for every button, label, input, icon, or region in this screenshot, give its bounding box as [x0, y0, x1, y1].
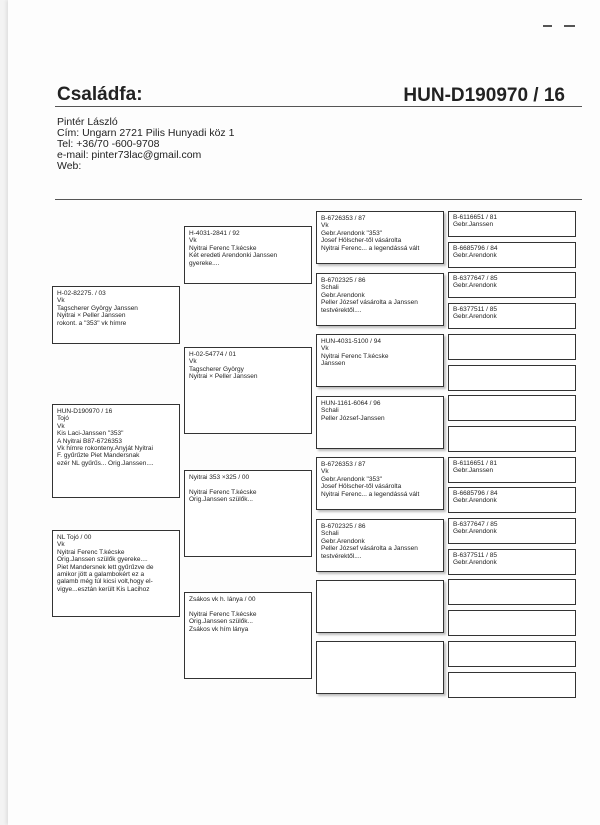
- card-line: B-6377511 / 85: [453, 306, 497, 313]
- great-grandparent-card: [448, 395, 576, 421]
- great-grandparent-card: [448, 426, 576, 452]
- card-line: B-6685796 / 84: [453, 245, 498, 252]
- card-line: amikor jött a galambokért ez a: [57, 571, 145, 579]
- card-line: B-6726353 / 87: [321, 215, 366, 222]
- card-line: rokont. a "353" vk hímre: [57, 319, 127, 327]
- card-line: H-02-82275. / 03: [57, 290, 106, 297]
- card-line: gyereke....: [189, 259, 220, 267]
- card-line: Gebr.Arendonk: [453, 559, 497, 567]
- grandparent-card: [316, 211, 444, 264]
- card-line: Gebr.Arendonk: [453, 313, 497, 321]
- great-grandparent-card: [448, 457, 576, 483]
- card-line: Zsákos vk h. lánya / 00: [189, 596, 256, 603]
- grandparent-card: [316, 334, 444, 387]
- mother-mother-card: [184, 592, 312, 679]
- grandparent-card: [316, 273, 444, 326]
- card-line: galamb még túl kicsi volt,hogy el-: [57, 578, 153, 586]
- card-line: Gebr.Janssen: [453, 221, 494, 229]
- card-line: Peller József vásárolta a Janssen: [321, 299, 418, 307]
- grandparent-card: [316, 641, 444, 694]
- card-line: Nyitrai × Peller Janssen: [189, 373, 258, 381]
- grandparent-card: [316, 580, 444, 633]
- card-line: B-6377647 / 85: [453, 521, 498, 528]
- card-line: Orig.Janssen szülők...: [189, 618, 253, 626]
- card-line: Nyitrai Ferenc T.kécske: [57, 548, 125, 556]
- card-line: Schali: [321, 407, 339, 415]
- great-grandparent-card: [448, 641, 576, 667]
- section-rule: [55, 199, 582, 200]
- great-grandparent-card: [448, 610, 576, 636]
- card-line: Piet Mandersnek lett gyűrűzve de: [57, 563, 154, 571]
- great-grandparent-card: [448, 672, 576, 698]
- card-line: Gebr.Arendonk: [453, 252, 497, 260]
- card-line: ezér NL gyűrűs... Orig.Janssen....: [57, 459, 154, 467]
- owner-info: [57, 117, 234, 172]
- card-line: Gebr.Arendonk: [453, 282, 497, 290]
- card-line: B-6726353 / 87: [321, 461, 366, 468]
- card-line: Vk: [57, 297, 65, 305]
- great-grandparent-card: [448, 272, 576, 298]
- card-line: Nyitrai Ferenc T.kécske: [321, 352, 389, 360]
- card-line: Vk: [57, 541, 65, 549]
- card-line: Nyitrai 353 ×325 / 00: [189, 474, 250, 481]
- card-line: Gebr.Arendonk: [453, 497, 497, 505]
- card-line: B-6702325 / 86: [321, 277, 366, 284]
- card-line: Nyitrai Ferenc... a legendássá vált: [321, 490, 420, 498]
- grandparent-card: [316, 519, 444, 572]
- owner-address: Cím: Ungarn 2721 Pilis Hunyadi köz 1: [57, 127, 235, 139]
- card-line: Gebr.Arendonk "353": [321, 229, 382, 237]
- father-mother-card: [184, 347, 312, 434]
- header-rule: [55, 106, 582, 107]
- card-line: NL Tojó / 00: [57, 534, 92, 541]
- card-line: Vk: [189, 358, 197, 366]
- card-line: Gebr.Arendonk: [321, 291, 365, 299]
- card-line: Nyitrai Ferenc T.kécske: [189, 610, 257, 618]
- card-line: Janssen: [321, 360, 346, 368]
- card-line: A Nyitrai B87-6726353: [57, 437, 123, 445]
- card-line: B-6116651 / 81: [453, 460, 497, 467]
- card-line: F. gyűrűzte Piet Mandersnak: [57, 452, 140, 460]
- great-grandparent-card: [448, 211, 576, 237]
- pigeon-card: [52, 404, 180, 498]
- page-title: Családfa:: [57, 84, 143, 105]
- card-line: Vk hímre rokonteny.Anyját Nyitrai: [57, 445, 153, 453]
- father-card: [52, 286, 180, 344]
- card-line: HUN-D190970 / 16: [57, 408, 113, 415]
- card-line: H-4031-2841 / 92: [189, 230, 240, 237]
- great-grandparent-card: [448, 365, 576, 391]
- card-line: Orig.Janssen szülők...: [189, 496, 253, 504]
- grandparent-card: [316, 396, 444, 449]
- card-line: Tagscherer György Janssen: [57, 304, 138, 312]
- card-line: Vk: [57, 422, 65, 430]
- ring-number: HUN-D190970 / 16: [403, 85, 565, 106]
- great-grandparent-card: [448, 579, 576, 605]
- mother-card: [52, 530, 180, 617]
- card-line: Két eredeti Arendonki Janssen: [189, 252, 278, 260]
- card-line: B-6702325 / 86: [321, 523, 366, 530]
- card-line: Josef Hölscher-től vásárolta: [321, 483, 402, 491]
- card-line: Gebr.Arendonk: [321, 537, 365, 545]
- grandparent-card: [316, 457, 444, 510]
- owner-web: Web:: [57, 160, 82, 172]
- card-line: B-6685796 / 84: [453, 490, 498, 497]
- card-line: Nyitrai Ferenc... a legendássá vált: [321, 244, 420, 252]
- card-line: vigye...esztán került Kis Lacihoz: [57, 585, 150, 593]
- card-line: Schali: [321, 530, 339, 538]
- card-line: [189, 481, 307, 488]
- card-line: HUN-4031-5100 / 94: [321, 338, 381, 345]
- great-grandparent-card: [448, 242, 576, 268]
- corner-mark: [564, 25, 575, 27]
- card-line: B-6377511 / 85: [453, 552, 497, 559]
- great-grandparent-card: [448, 518, 576, 544]
- card-line: Vk: [321, 222, 329, 230]
- card-line: Schali: [321, 284, 339, 292]
- card-line: [189, 603, 307, 610]
- card-line: testvérektől....: [321, 306, 362, 314]
- card-line: Peller József-Janssen: [321, 414, 385, 422]
- card-line: Tojó: [57, 415, 69, 423]
- mother-father-card: [184, 470, 312, 557]
- card-line: Zsákos vk hím lánya: [189, 625, 249, 633]
- card-line: Tagscherer György: [189, 365, 244, 373]
- owner-email: e-mail: pinter73lac@gmail.com: [57, 149, 202, 161]
- owner-phone: Tel: +36/70 -600-9708: [57, 138, 160, 150]
- card-line: Gebr.Janssen: [453, 467, 494, 475]
- card-line: B-6116651 / 81: [453, 214, 497, 221]
- card-line: Nyitrai Ferenc T.kécske: [189, 488, 257, 496]
- card-line: Josef Hölscher-től vásárolta: [321, 237, 402, 245]
- great-grandparent-card: [448, 549, 576, 575]
- card-line: Kis Laci-Janssen "353": [57, 430, 124, 438]
- card-line: testvérektől....: [321, 552, 362, 560]
- owner-name: Pintér László: [57, 116, 118, 128]
- card-line: Orig.Janssen szülők gyereke....: [57, 556, 148, 564]
- father-father-card: [184, 226, 312, 284]
- card-line: Gebr.Arendonk: [453, 528, 497, 536]
- card-line: H-02-54774 / 01: [189, 351, 236, 358]
- card-line: Peller József vásárolta a Janssen: [321, 545, 418, 553]
- card-line: Nyitrai Ferenc T.kécske: [189, 244, 257, 252]
- card-line: Vk: [189, 237, 197, 245]
- great-grandparent-card: [448, 334, 576, 360]
- corner-mark: [543, 25, 552, 27]
- card-line: Nyitrai × Peller Janssen: [57, 312, 126, 320]
- card-line: Vk: [321, 345, 329, 353]
- card-line: B-6377647 / 85: [453, 275, 498, 282]
- card-line: Gebr.Arendonk "353": [321, 475, 382, 483]
- card-line: Vk: [321, 468, 329, 476]
- card-line: HUN-1161-6064 / 96: [321, 400, 381, 407]
- great-grandparent-card: [448, 303, 576, 329]
- great-grandparent-card: [448, 487, 576, 513]
